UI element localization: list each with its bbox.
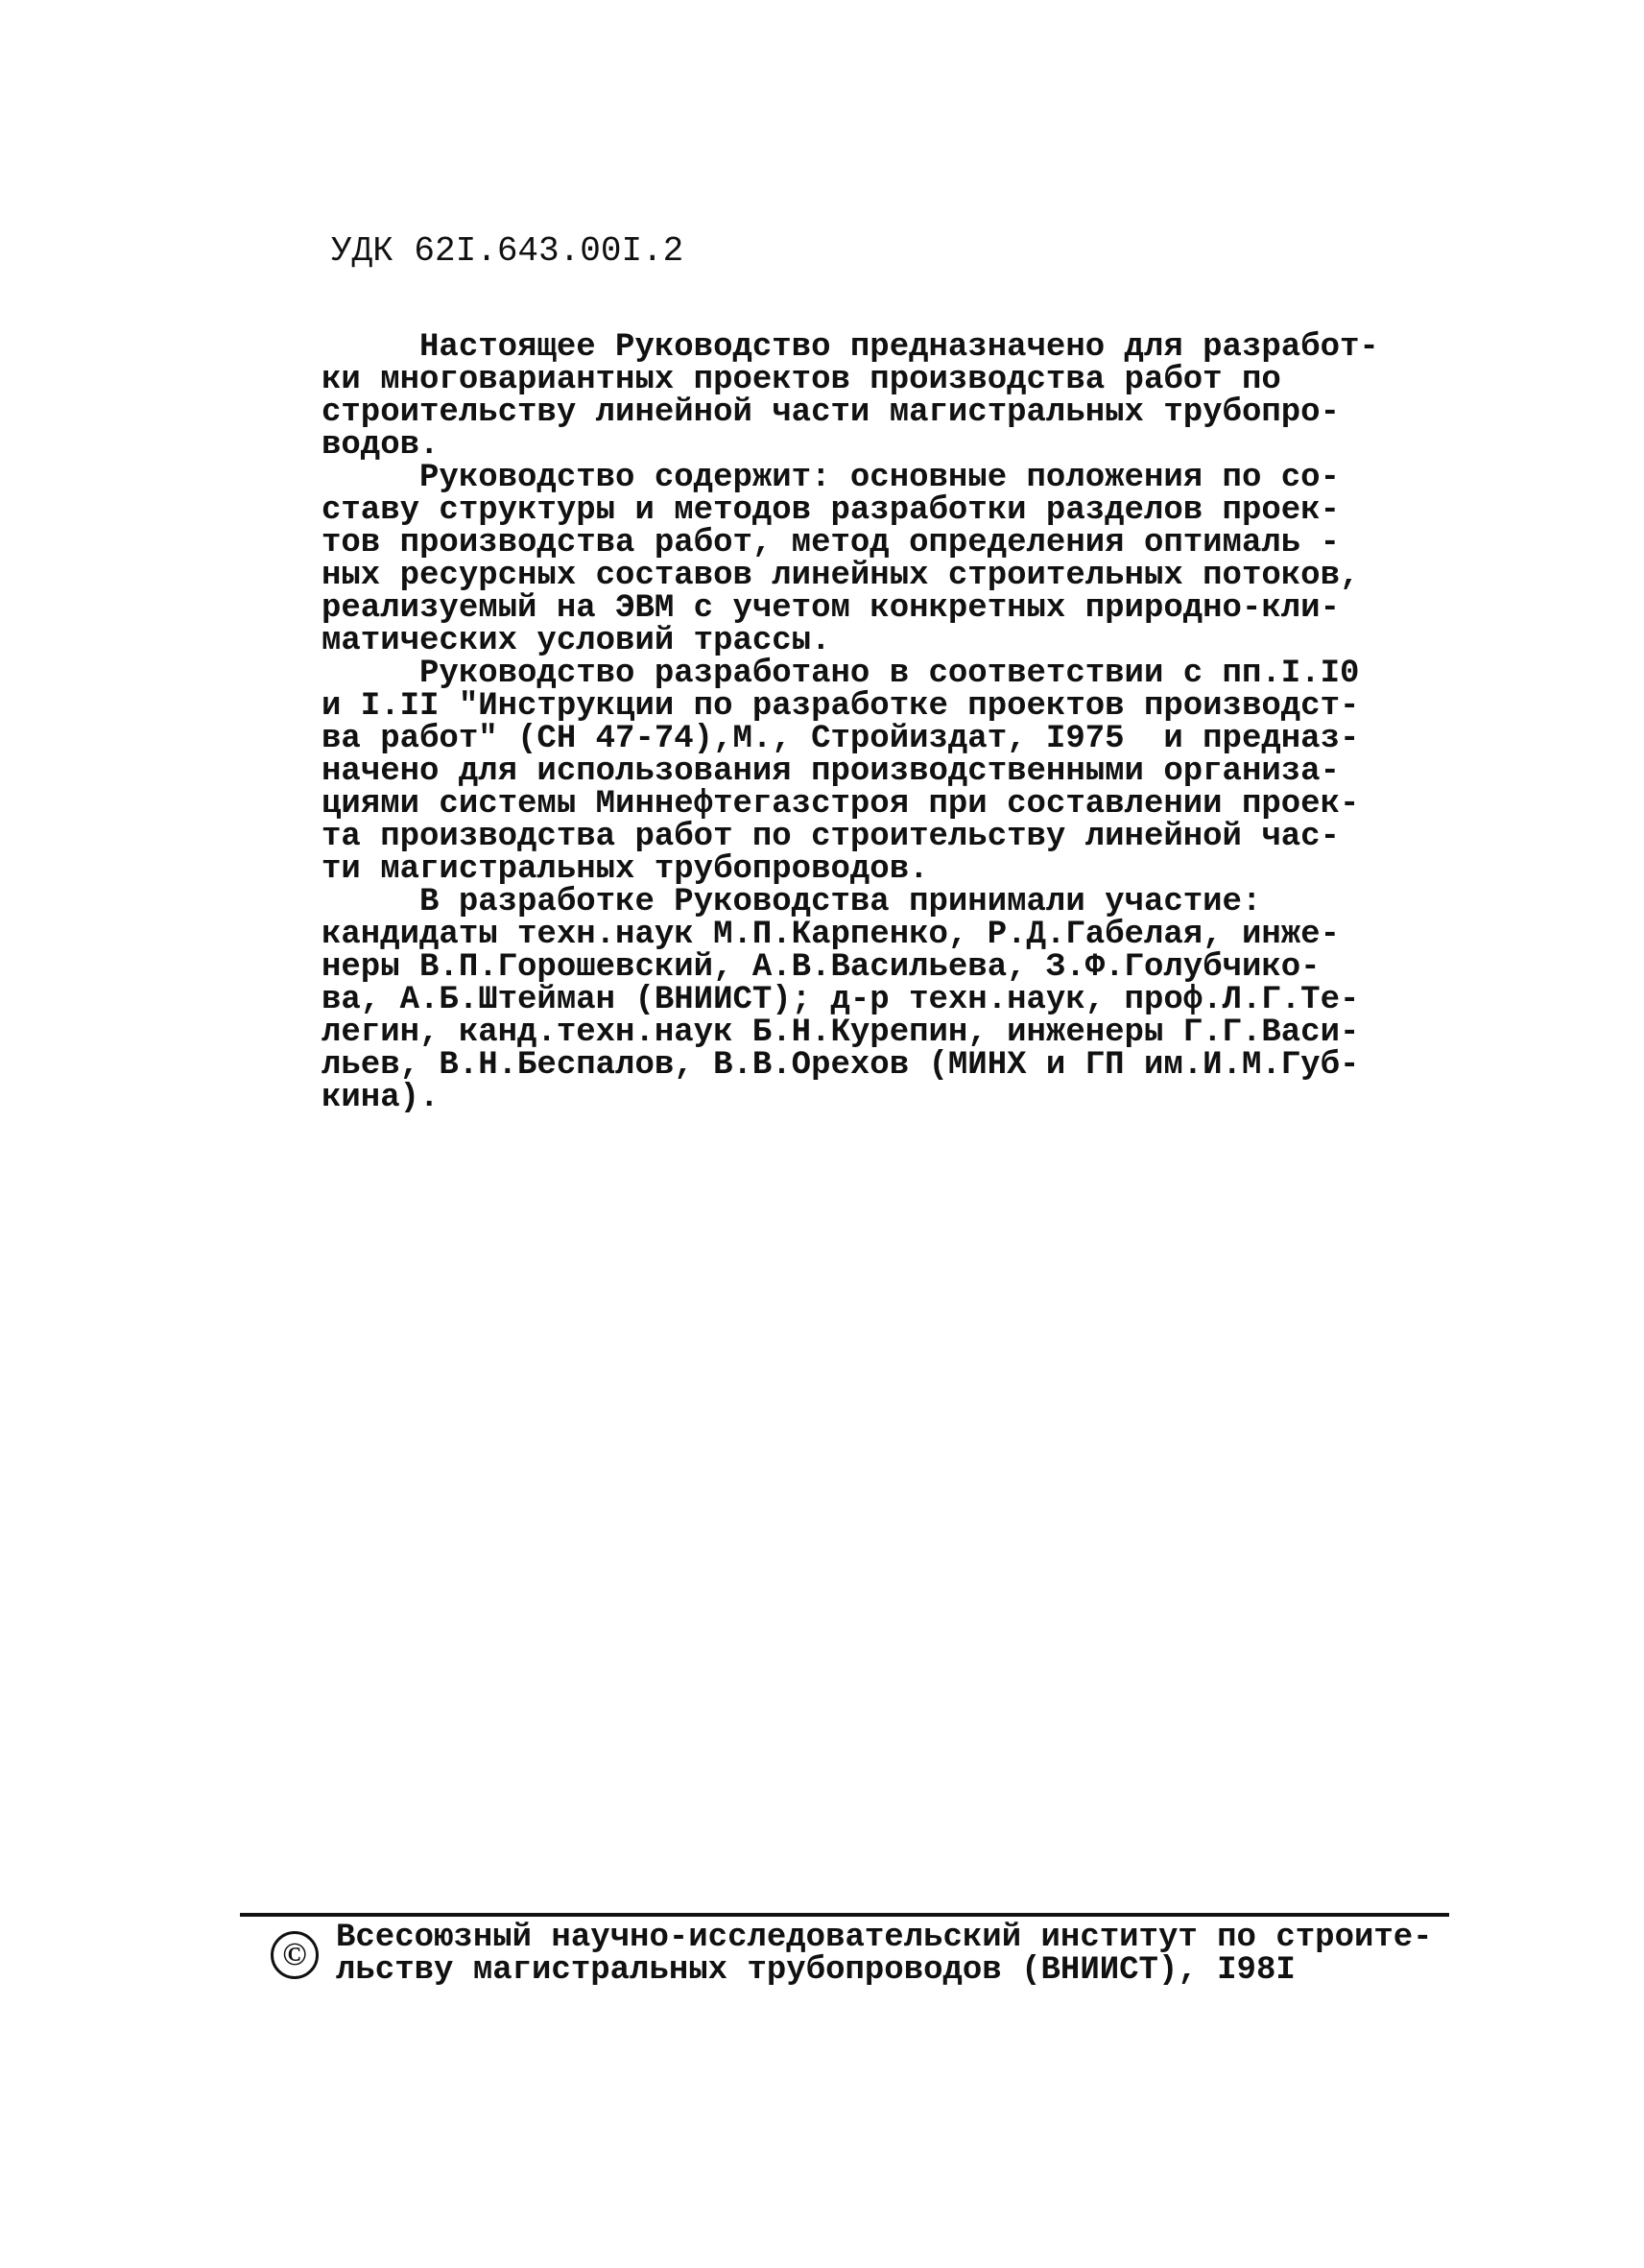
body-line: кандидаты техн.наук М.П.Карпенко, Р.Д.Габелая, инже- bbox=[322, 917, 1340, 953]
body-text bbox=[322, 331, 1387, 1114]
body-line: В разработке Руководства принимали участие: bbox=[322, 884, 1262, 920]
copyright-notice bbox=[336, 1922, 1440, 1987]
body-line: неры В.П.Горошевский, А.В.Васильева, З.Ф.Голубчико- bbox=[322, 949, 1321, 986]
body-line: кина). bbox=[322, 1080, 440, 1116]
body-line: Настоящее Руководство предназначено для разработ- bbox=[322, 329, 1379, 366]
body-line: ва, А.Б.Штейман (ВНИИСТ); д-р техн.наук, проф.Л.Г.Те- bbox=[322, 982, 1360, 1018]
body-line: ва работ" (СН 47-74),М., Стройиздат, I975 и предназ- bbox=[322, 721, 1360, 757]
udk-code: УДК 62I.643.00I.2 bbox=[331, 231, 684, 271]
body-line: легин, канд.техн.наук Б.Н.Курепин, инженеры Г.Г.Васи- bbox=[322, 1015, 1360, 1051]
body-line: Руководство разработано в соответствии с пп.I.I0 bbox=[322, 656, 1360, 692]
footer-divider bbox=[240, 1913, 1449, 1917]
body-line: начено для использования производственными организа- bbox=[322, 753, 1340, 790]
body-line: ки многовариантных проектов производства работ по bbox=[322, 362, 1281, 398]
body-line: та производства работ по строительству линейной час- bbox=[322, 819, 1340, 855]
copyright-icon: © bbox=[271, 1931, 319, 1979]
copyright-line: Всесоюзный научно-исследовательский институт по строите- bbox=[336, 1920, 1433, 1956]
body-line: льев, В.Н.Беспалов, В.В.Орехов (МИНХ и ГП им.И.М.Губ- bbox=[322, 1047, 1360, 1084]
body-line: тов производства работ, метод определения оптималь - bbox=[322, 525, 1340, 561]
body-line: Руководство содержит: основные положения по со- bbox=[322, 460, 1340, 496]
body-line: водов. bbox=[322, 427, 440, 464]
body-line: циями системы Миннефтегазстроя при составлении проек- bbox=[322, 786, 1360, 823]
body-line: матических условий трассы. bbox=[322, 623, 831, 659]
body-line: ти магистральных трубопроводов. bbox=[322, 851, 929, 888]
body-line: ставу структуры и методов разработки разделов проек- bbox=[322, 492, 1340, 529]
body-line: ных ресурсных составов линейных строительных потоков, bbox=[322, 558, 1360, 594]
body-line: строительству линейной части магистральных трубопро- bbox=[322, 394, 1340, 431]
body-line: реализуемый на ЭВМ с учетом конкретных природно-кли- bbox=[322, 590, 1340, 627]
body-line: и I.II "Инструкции по разработке проектов производст- bbox=[322, 688, 1360, 725]
copyright-line: льству магистральных трубопроводов (ВНИИСТ), I98I bbox=[336, 1952, 1296, 1989]
